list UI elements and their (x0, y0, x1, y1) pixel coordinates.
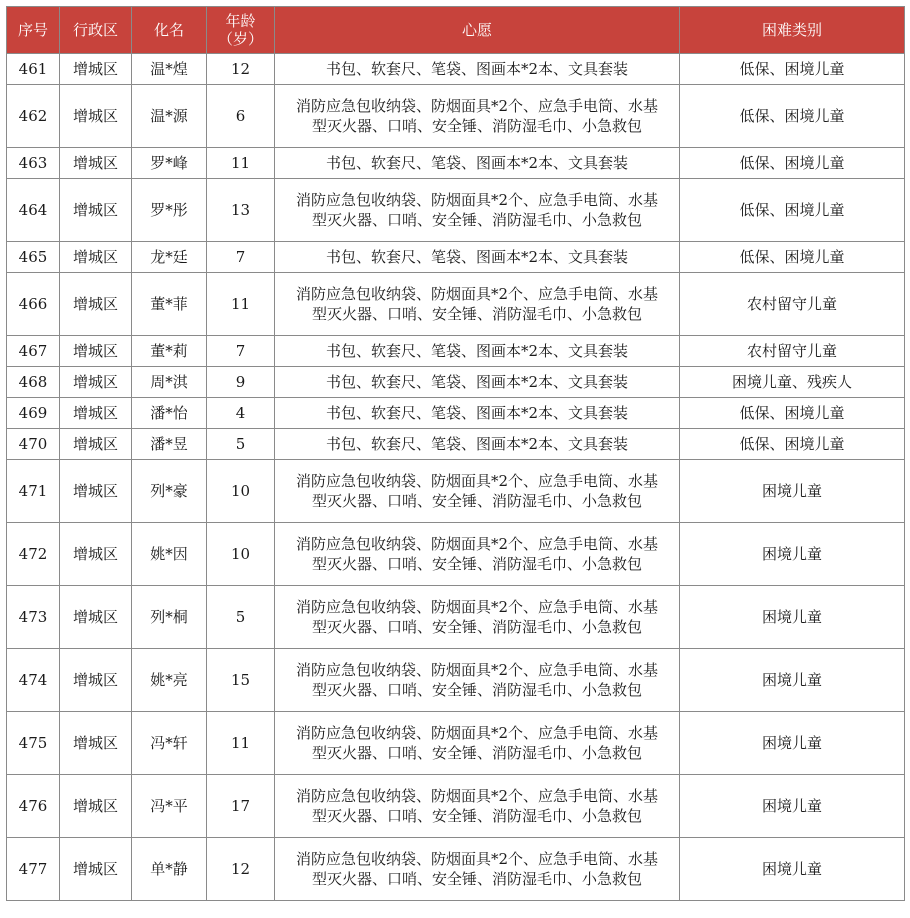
cell-age: 10 (207, 460, 275, 523)
cell-wish-line: 书包、软套尺、笔袋、图画本*2本、文具套装 (325, 404, 629, 422)
cell-age: 12 (207, 838, 275, 901)
table-row (7, 336, 905, 367)
cell-wish-line: 消防应急包收纳袋、防烟面具*2个、应急手电筒、水基 (295, 787, 659, 805)
cell-age: 4 (207, 398, 275, 429)
table-row (7, 273, 905, 336)
cell-district: 增城区 (60, 838, 132, 901)
cell-alias: 姚*因 (132, 523, 207, 586)
cell-alias: 温*煌 (132, 54, 207, 85)
cell-wish-line: 消防应急包收纳袋、防烟面具*2个、应急手电筒、水基 (295, 535, 659, 553)
cell-wish (275, 242, 680, 273)
cell-no: 464 (7, 179, 60, 242)
cell-category: 农村留守儿童 (680, 336, 905, 367)
table-body (7, 54, 905, 901)
cell-age: 5 (207, 586, 275, 649)
cell-district: 增城区 (60, 273, 132, 336)
cell-category: 困境儿童 (680, 523, 905, 586)
cell-alias: 罗*峰 (132, 148, 207, 179)
cell-wish-line: 型灭火器、口哨、安全锤、消防湿毛巾、小急救包 (311, 744, 642, 762)
header-age-line1: 年龄 (225, 12, 256, 30)
wish-list-table-container (6, 6, 904, 901)
cell-alias: 单*静 (132, 838, 207, 901)
cell-age: 13 (207, 179, 275, 242)
header-age-line2: （岁） (217, 30, 263, 48)
table-row (7, 649, 905, 712)
table-row (7, 460, 905, 523)
cell-wish-line: 型灭火器、口哨、安全锤、消防湿毛巾、小急救包 (311, 305, 642, 323)
cell-category: 低保、困境儿童 (680, 85, 905, 148)
cell-alias: 列*桐 (132, 586, 207, 649)
table-header-row (7, 7, 905, 54)
cell-district: 增城区 (60, 586, 132, 649)
header-no: 序号 (7, 7, 60, 54)
cell-wish-line: 消防应急包收纳袋、防烟面具*2个、应急手电筒、水基 (295, 97, 659, 115)
cell-age: 10 (207, 523, 275, 586)
cell-district: 增城区 (60, 148, 132, 179)
cell-no: 466 (7, 273, 60, 336)
table-row (7, 85, 905, 148)
cell-wish (275, 54, 680, 85)
header-district: 行政区 (60, 7, 132, 54)
cell-district: 增城区 (60, 367, 132, 398)
cell-age: 15 (207, 649, 275, 712)
cell-wish-line: 消防应急包收纳袋、防烟面具*2个、应急手电筒、水基 (295, 285, 659, 303)
cell-wish-line: 消防应急包收纳袋、防烟面具*2个、应急手电筒、水基 (295, 598, 659, 616)
cell-wish-line: 书包、软套尺、笔袋、图画本*2本、文具套装 (325, 435, 629, 453)
cell-wish (275, 336, 680, 367)
cell-wish-line: 消防应急包收纳袋、防烟面具*2个、应急手电筒、水基 (295, 472, 659, 490)
cell-district: 增城区 (60, 460, 132, 523)
cell-district: 增城区 (60, 523, 132, 586)
cell-no: 475 (7, 712, 60, 775)
table-row (7, 586, 905, 649)
cell-wish-line: 型灭火器、口哨、安全锤、消防湿毛巾、小急救包 (311, 681, 642, 699)
cell-wish-line: 消防应急包收纳袋、防烟面具*2个、应急手电筒、水基 (295, 850, 659, 868)
cell-no: 463 (7, 148, 60, 179)
cell-district: 增城区 (60, 649, 132, 712)
cell-wish-line: 书包、软套尺、笔袋、图画本*2本、文具套装 (325, 60, 629, 78)
header-category: 困难类别 (680, 7, 905, 54)
cell-age: 9 (207, 367, 275, 398)
cell-district: 增城区 (60, 775, 132, 838)
cell-no: 468 (7, 367, 60, 398)
cell-age: 11 (207, 273, 275, 336)
cell-alias: 冯*轩 (132, 712, 207, 775)
table-row (7, 148, 905, 179)
cell-category: 低保、困境儿童 (680, 54, 905, 85)
table-row (7, 712, 905, 775)
cell-category: 低保、困境儿童 (680, 429, 905, 460)
cell-alias: 潘*昱 (132, 429, 207, 460)
table-row (7, 242, 905, 273)
cell-alias: 温*源 (132, 85, 207, 148)
cell-category: 困境儿童、残疾人 (680, 367, 905, 398)
cell-wish (275, 775, 680, 838)
cell-district: 增城区 (60, 429, 132, 460)
cell-no: 470 (7, 429, 60, 460)
cell-wish-line: 消防应急包收纳袋、防烟面具*2个、应急手电筒、水基 (295, 724, 659, 742)
cell-age: 7 (207, 336, 275, 367)
cell-wish (275, 85, 680, 148)
cell-no: 472 (7, 523, 60, 586)
header-age (207, 7, 275, 54)
cell-category: 困境儿童 (680, 712, 905, 775)
cell-wish-line: 书包、软套尺、笔袋、图画本*2本、文具套装 (325, 342, 629, 360)
cell-wish-line: 型灭火器、口哨、安全锤、消防湿毛巾、小急救包 (311, 492, 642, 510)
cell-category: 困境儿童 (680, 775, 905, 838)
cell-category: 低保、困境儿童 (680, 179, 905, 242)
cell-age: 7 (207, 242, 275, 273)
table-row (7, 838, 905, 901)
cell-age: 11 (207, 148, 275, 179)
cell-no: 461 (7, 54, 60, 85)
cell-no: 465 (7, 242, 60, 273)
cell-alias: 周*淇 (132, 367, 207, 398)
cell-wish (275, 179, 680, 242)
cell-wish-line: 消防应急包收纳袋、防烟面具*2个、应急手电筒、水基 (295, 661, 659, 679)
cell-wish (275, 460, 680, 523)
cell-age: 11 (207, 712, 275, 775)
cell-wish (275, 649, 680, 712)
cell-district: 增城区 (60, 85, 132, 148)
cell-age: 17 (207, 775, 275, 838)
cell-district: 增城区 (60, 336, 132, 367)
table-row (7, 775, 905, 838)
cell-district: 增城区 (60, 242, 132, 273)
cell-alias: 冯*平 (132, 775, 207, 838)
wish-list-table (6, 6, 905, 901)
table-row (7, 523, 905, 586)
cell-alias: 龙*廷 (132, 242, 207, 273)
table-row (7, 429, 905, 460)
cell-category: 困境儿童 (680, 460, 905, 523)
cell-alias: 姚*亮 (132, 649, 207, 712)
table-row (7, 54, 905, 85)
cell-wish (275, 523, 680, 586)
cell-no: 474 (7, 649, 60, 712)
cell-wish-line: 消防应急包收纳袋、防烟面具*2个、应急手电筒、水基 (295, 191, 659, 209)
cell-wish (275, 273, 680, 336)
cell-wish-line: 书包、软套尺、笔袋、图画本*2本、文具套装 (325, 154, 629, 172)
table-row (7, 398, 905, 429)
cell-category: 困境儿童 (680, 586, 905, 649)
cell-wish (275, 148, 680, 179)
cell-wish-line: 型灭火器、口哨、安全锤、消防湿毛巾、小急救包 (311, 870, 642, 888)
cell-wish-line: 型灭火器、口哨、安全锤、消防湿毛巾、小急救包 (311, 211, 642, 229)
cell-district: 增城区 (60, 179, 132, 242)
cell-category: 农村留守儿童 (680, 273, 905, 336)
cell-category: 低保、困境儿童 (680, 148, 905, 179)
header-alias: 化名 (132, 7, 207, 54)
cell-alias: 列*豪 (132, 460, 207, 523)
cell-wish-line: 型灭火器、口哨、安全锤、消防湿毛巾、小急救包 (311, 807, 642, 825)
cell-category: 困境儿童 (680, 649, 905, 712)
cell-category: 困境儿童 (680, 838, 905, 901)
cell-age: 6 (207, 85, 275, 148)
cell-no: 469 (7, 398, 60, 429)
cell-alias: 罗*彤 (132, 179, 207, 242)
cell-no: 462 (7, 85, 60, 148)
cell-age: 12 (207, 54, 275, 85)
cell-alias: 潘*怡 (132, 398, 207, 429)
cell-age: 5 (207, 429, 275, 460)
header-wish: 心愿 (275, 7, 680, 54)
cell-category: 低保、困境儿童 (680, 242, 905, 273)
cell-no: 471 (7, 460, 60, 523)
cell-wish (275, 398, 680, 429)
cell-wish-line: 型灭火器、口哨、安全锤、消防湿毛巾、小急救包 (311, 618, 642, 636)
table-row (7, 179, 905, 242)
cell-wish-line: 书包、软套尺、笔袋、图画本*2本、文具套装 (325, 373, 629, 391)
cell-wish (275, 367, 680, 398)
cell-category: 低保、困境儿童 (680, 398, 905, 429)
cell-district: 增城区 (60, 398, 132, 429)
cell-district: 增城区 (60, 712, 132, 775)
cell-wish-line: 书包、软套尺、笔袋、图画本*2本、文具套装 (325, 248, 629, 266)
cell-wish (275, 429, 680, 460)
cell-wish (275, 712, 680, 775)
cell-no: 473 (7, 586, 60, 649)
cell-wish-line: 型灭火器、口哨、安全锤、消防湿毛巾、小急救包 (311, 555, 642, 573)
cell-district: 增城区 (60, 54, 132, 85)
cell-wish (275, 838, 680, 901)
cell-no: 477 (7, 838, 60, 901)
cell-alias: 董*莉 (132, 336, 207, 367)
table-row (7, 367, 905, 398)
cell-no: 467 (7, 336, 60, 367)
cell-wish (275, 586, 680, 649)
cell-alias: 董*菲 (132, 273, 207, 336)
cell-no: 476 (7, 775, 60, 838)
cell-wish-line: 型灭火器、口哨、安全锤、消防湿毛巾、小急救包 (311, 117, 642, 135)
